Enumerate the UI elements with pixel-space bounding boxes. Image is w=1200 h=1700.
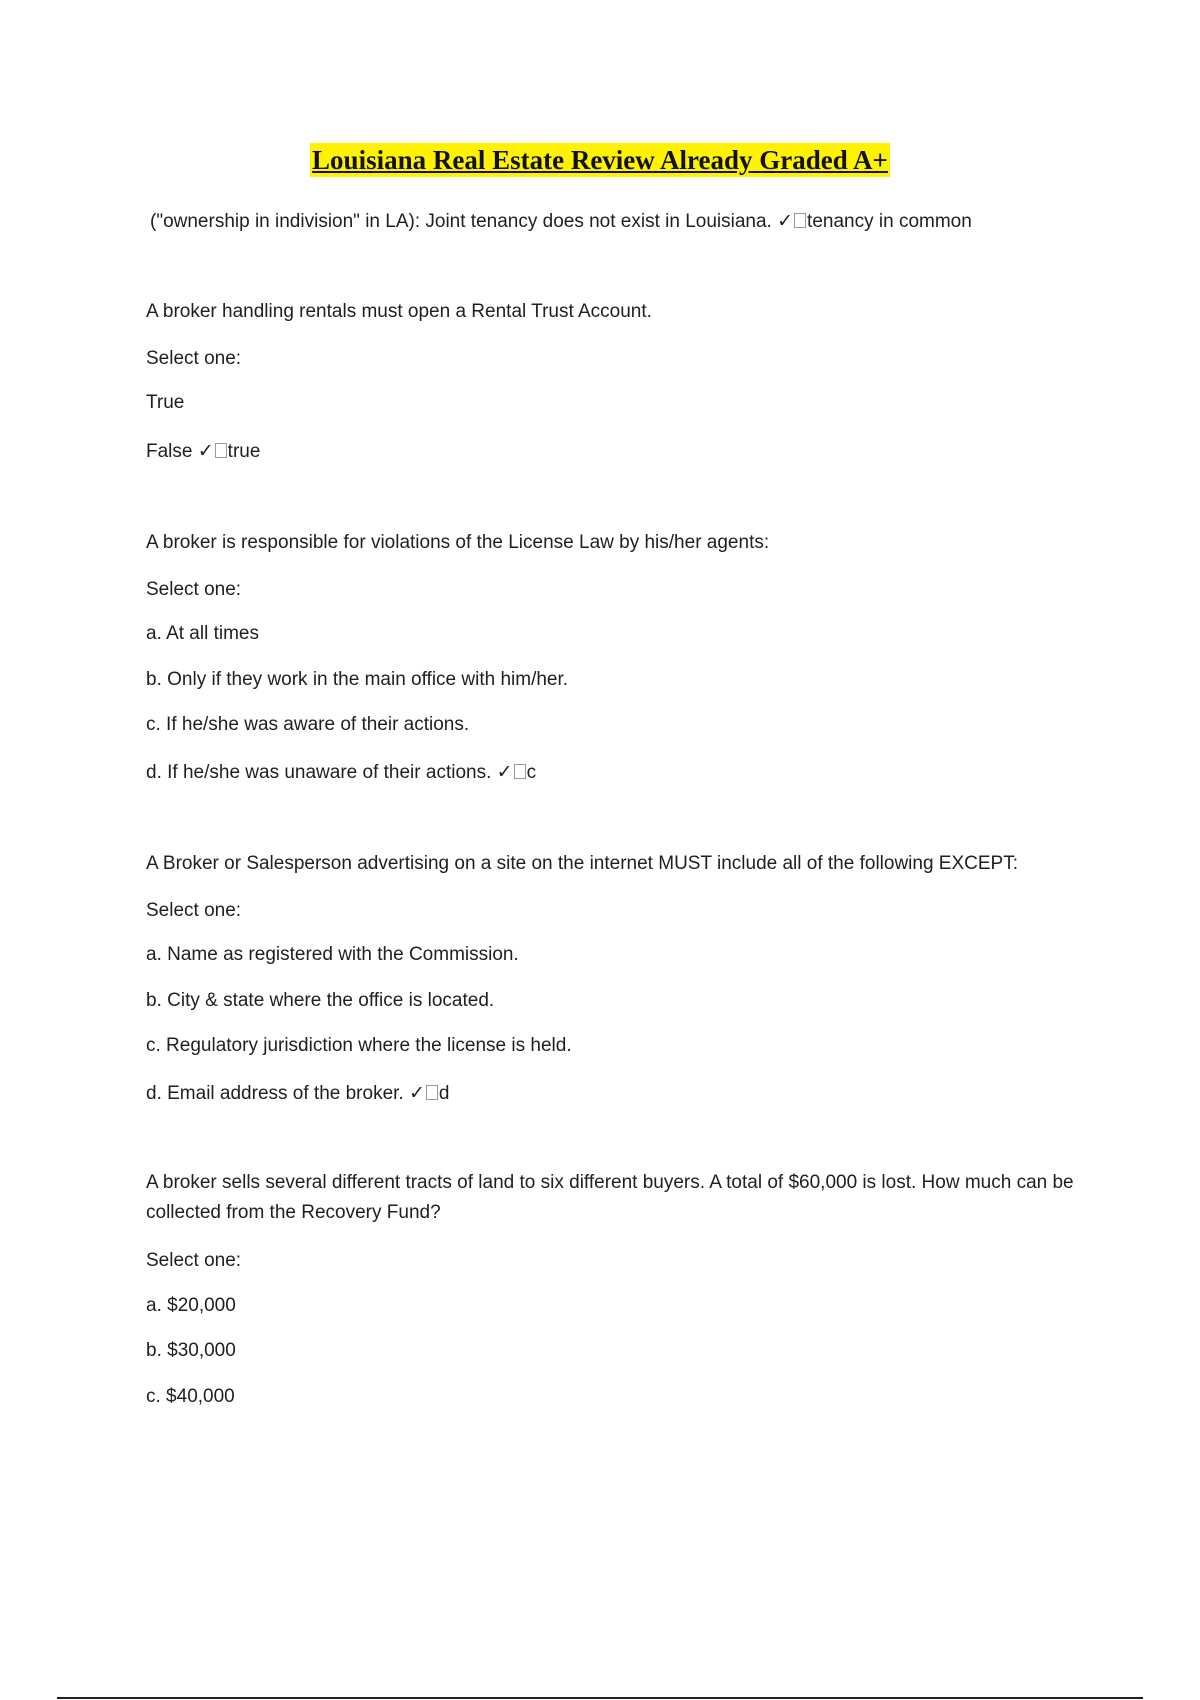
option-text: False [146, 441, 193, 462]
question-3-select-label: Select one: [146, 900, 242, 921]
question-2-option-d [146, 760, 536, 785]
question-2-select-label: Select one: [146, 579, 242, 600]
question-4-option-b: b. $30,000 [146, 1340, 236, 1361]
question-3-option-d [146, 1081, 449, 1106]
footer-divider [57, 1697, 1143, 1699]
question-1-prompt: A broker handling rentals must open a Rental Trust Account. [146, 301, 652, 322]
check-mark-icon: ✓ [777, 210, 794, 232]
option-text: d. Email address of the broker. [146, 1083, 404, 1104]
question-3-answer: d [438, 1083, 450, 1104]
page-title: Louisiana Real Estate Review Already Graded A+ [312, 145, 888, 175]
intro-text: ("ownership in indivision" in LA): Joint tenancy does not exist in Louisiana. [150, 211, 772, 232]
question-4-select-label: Select one: [146, 1250, 242, 1271]
question-1-answer: true [227, 441, 261, 462]
question-3-option-c: c. Regulatory jurisdiction where the license is held. [146, 1035, 572, 1056]
question-4-prompt: A broker sells several different tracts of land to six different buyers. A total of $60,000 is lost. How much can be collected from the Recovery Fund? [146, 1172, 1074, 1223]
check-mark-icon: ✓ [408, 1082, 425, 1104]
question-3-option-b: b. City & state where the office is located. [146, 990, 495, 1011]
option-text: d. If he/she was unaware of their actions. [146, 762, 492, 783]
intro-answer: tenancy in common [807, 211, 972, 232]
question-4-option-a: a. $20,000 [146, 1295, 236, 1316]
question-2-option-b: b. Only if they work in the main office with him/her. [146, 669, 569, 690]
question-1-option-false [146, 439, 260, 464]
question-2-prompt: A broker is responsible for violations of the License Law by his/her agents: [146, 532, 770, 553]
intro-line [150, 209, 972, 234]
question-4-option-c: c. $40,000 [146, 1386, 235, 1407]
answer-box-icon [426, 1085, 438, 1100]
answer-box-icon [514, 764, 526, 779]
answer-box-icon [215, 443, 227, 458]
question-2-option-a: a. At all times [146, 623, 259, 644]
question-3-option-a: a. Name as registered with the Commission. [146, 944, 519, 965]
answer-box-icon [794, 213, 806, 228]
check-mark-icon: ✓ [496, 761, 513, 783]
question-2-option-c: c. If he/she was aware of their actions. [146, 714, 470, 735]
question-1-option-true: True [146, 392, 185, 413]
check-mark-icon: ✓ [197, 440, 214, 462]
title-wrapper [0, 143, 1200, 177]
question-1-select-label: Select one: [146, 348, 242, 369]
question-2-answer: c [526, 762, 537, 783]
question-3-prompt: A Broker or Salesperson advertising on a site on the internet MUST include all of the following EXCEPT: [146, 853, 1018, 874]
